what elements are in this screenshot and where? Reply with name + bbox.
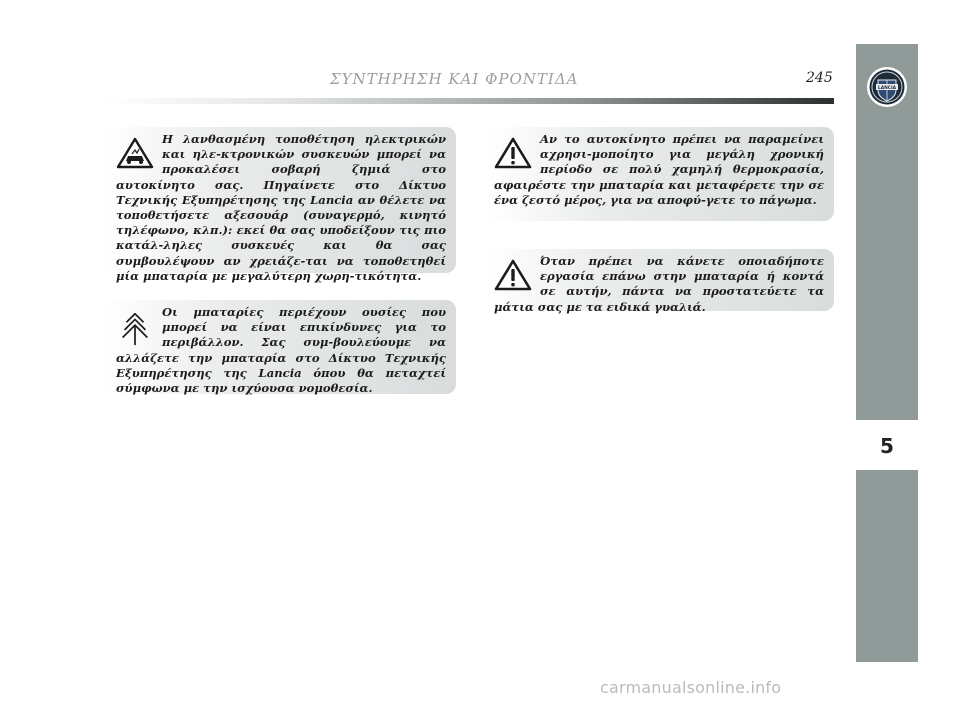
section-title: ΣΥΝΤΗΡΗΣΗ ΚΑΙ ΦΡΟΝΤΙΔΑ [330,70,579,88]
warning-triangle-icon [494,258,532,292]
note-box-storage [486,127,834,221]
svg-text:LANCIA: LANCIA [877,86,897,91]
lancia-shield-icon [866,66,908,108]
car-damage-warning-icon [116,136,154,170]
page-number: 245 [806,70,833,86]
note-box-damage [104,127,456,283]
header-rule [104,98,834,104]
note-environment: Οι μπαταρίες περιέχουν ουσίες που μπορεί να είναι επικίνδυνες για το περιβάλλον. Σας συμ-βουλεύουμε να αλλάζετε την μπαταρία στο Δίκτυο Τεχνικής Εξυπηρέτησης της Lancia όπου θα πεταχτεί σύμφωνα με την ισχύουσα νομοθεσία. [116,305,446,396]
sidebar-tab-lower [856,470,918,662]
environment-tree-icon [116,309,154,347]
note-damage: Η λανθασμένη τοποθέτηση ηλεκτρικών και ηλε-κτρονικών συσκευών μπορεί να προκαλέσει σοβαρή ζημιά στο αυτοκίνητο σας. Πηγαίνετε στο Δίκτυο Τεχνικής Εξυπηρέτησης της Lancia αν θέλετε να τοποθετήσετε αξεσουάρ (συναγερμό, κινητό τηλέφωνο, κλπ.): εκεί θα σας υποδείξουν τις πιο κατάλ-ληλες συσκευές και θα σας συμβουλέψουν αν χρειάζε-ται να τοποθετηθεί μία μπαταρία με μεγαλύτερη χωρη-τικότητα. [116,132,446,283]
note-eyes: Όταν πρέπει να κάνετε οποιαδήποτε εργασία επάνω στην μπαταρία ή κοντά σε αυτήν, πάντα να προστατεύετε τα μάτια σας με τα ειδικά γυαλιά. [494,254,824,314]
note-box-eyes [486,249,834,314]
chapter-number: 5 [880,434,894,458]
chapter-marker [856,424,918,468]
note-box-environment [104,300,456,394]
watermark: carmanualsonline.info [600,678,782,697]
note-storage: Αν το αυτοκίνητο πρέπει να παραμείνει αχρησι-μοποίητο για μεγάλη χρονική περίοδο σε πολύ χαμηλή θερμοκρασία, αφαιρέστε την μπαταρία και μεταφέρετε την σε ένα ζεστό μέρος, για να αποφύ-γετε το πάγωμα. [494,132,824,207]
warning-triangle-icon [494,136,532,170]
